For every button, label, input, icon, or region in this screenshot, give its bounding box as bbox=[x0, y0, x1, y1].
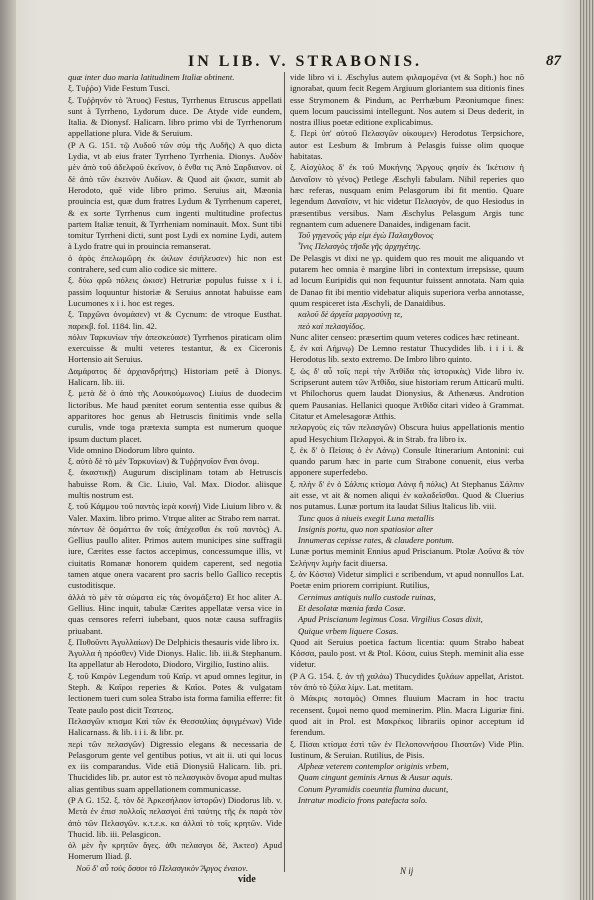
paragraph: ὀλ μὲν ἦν κρητῶν ἄγες. ἀθι πελασγοι δὲ, Ἀκτεσ) Apud Homerum Iliad. β. bbox=[68, 840, 282, 862]
paragraph: ξ. ἀν Κόστα) Videtur simplici ε scribendum, vt apud nonnullos Lat. Poetæ enim priorem corripiunt. Rutilius, bbox=[290, 569, 524, 591]
paragraph: ξ. Τυῤῥο) Vide Festum Tusci. bbox=[68, 83, 170, 94]
paragraph: ξ. ἐκ δ' ὁ Πείσας ὁ ἐν Λάνῳ) Consule Itinerarium Antonini: cui quando parum hæc in parte cum Strabone conuenit, eius verba apponere superfedebo. bbox=[290, 444, 524, 478]
paragraph: Τοῦ γηγενοῦς γάρ εἰμι ἐγὼ Παλαιχθονος bbox=[298, 230, 434, 241]
paragraph: quæ inter duo maria latitudinem Italiæ obtinent. bbox=[68, 72, 235, 82]
paragraph: Quam cingunt geminis Arnus & Ausur aquis. bbox=[298, 772, 453, 783]
paragraph: Πελασγῶν κτισμα Καὶ τῶν ἐκ Θεσσαλίας ἀφιγμένων) Vide Halicarnass. & lib. i i i. & libr. pr. bbox=[68, 715, 282, 738]
paragraph: (P A G. 152. ξ. τὸν δὲ Ἀρκεσήλαον ἱστορῶν) Diodorus lib. v. Μετὰ ἐν ἐπισ πολλοῖς πελασγοὶ ἐπὶ ταύτης τῆς ἐκ παρὰ τὸν ἀπὸ τῶν Πελασγῶν. κ.τ.ε.κ. κα ἀλλαὶ τὸ τοῖς κρητῶν. Vide Thucid. lib. iii. Pelasgicon. bbox=[68, 795, 282, 839]
paragraph: ξ. ὡς δ' αὖ τοῖς περὶ τὴν Ἀτθίδα τὰς ἱστορικὰς) Vide libro iv. Scripserunt autem τῶν Ἀτθίδα, siue historiam rerum Atticarū multi. vt Philochorus quem laudat Dionysius, & Athenæus. Androtion quem Pausanias. Hellanici quoque Ἀτθίδα citari video à Grammat. Citatur et Amelesagoræ Atthis. bbox=[290, 365, 524, 421]
paragraph: καλοῦ δὲ ἀργεῖα μαργοσύνῃ τε, bbox=[298, 309, 403, 320]
page-edge bbox=[580, 0, 594, 900]
paragraph: ξ. τοῦ Καιρὸν Legendum τοῦ Καῖρ. vt apud omnes legitur, in Steph. & Καῖροι reperies & Καῖοι. Potes & vulgatam lectionem tueri cum solea Strabo ista forma familia efferre: fit Teate paulo post dicit Τεατεος. bbox=[68, 670, 282, 715]
paragraph: Νοῦ δ' αὖ τοὺς ὅσσοι τὸ Πελασγικὸν Ἄργος ἐναιον. bbox=[76, 862, 249, 873]
paragraph: πόλιν Ταρκυνίων τὴν ἀπεσκεύασε) Tyrrhenos piraticam olim exercuisse & multi veteres testantur, & ex Ciceronis Hortensio ait Seruius. bbox=[68, 331, 282, 365]
paragraph: (P A G. 151. τῷ Λυδοῦ τῶν σύμ τῆς Λυδῆς) A quo dicta Lydia, vt ab eius frater Tyrrheno Tyrrhenia. Dionys. Λυδὸν μὲν ἀπὸ τοῦ ἀδελφοῦ ἐκεῖνον, ὁ ἔνθα τις Ἀπὸ Σαρδιανον. οἱ δὲ ἀπὸ τῶν ἐκεινὸν Λυδίων. & Quod ait ᾤκισε, sumit ab Herodoto, quē vide libro primo. Seruius ait, Mæonia prouincia est, quæ dum fratres Lydum & Tyrrhenum caperet, & ex sorte Tyrrhenus cum ingenti multitudine profectus partem Italiæ tenuit, & Tyrrheniam nominauit. Mox. Sunt tibi tomitur Tyrrheni dicti, sunt post Lydi ex nomine Lydi, autem à Lydo fratre qui in prouincia remanserat. bbox=[68, 139, 282, 252]
paragraph: Δαμάρατος δὲ ἀρχιανδρήτης) Historiam petē à Dionys. Halicarn. lib. iii. bbox=[68, 365, 282, 388]
paragraph: πελαργοὺς εἰς τῶν πελασγῶν) Obscura huius appellationis mentio apud Hesychium Πελαργοὶ. & in Strab. fra libro ix. bbox=[290, 422, 524, 444]
paragraph: ἀλλὰ τὸ μὲν τὰ σώματα εἰς τὰς ὀνομάξετα) Et hoc aliter A. Gellius. Hinc inquit, tabulæ Cærites appellatæ versa vice in quas censores referri iubebant, quos notæ causa suffragiis priuabant. bbox=[68, 591, 282, 636]
catchword: vide bbox=[238, 874, 256, 885]
paragraph: Innumeras cepisse rates, & claudere pontum. bbox=[298, 535, 455, 546]
paragraph: vide libro vi i. Æschylus autem φιλαμομένα (vt & Soph.) hoc nō ignorabat, quum fecit Regem Argiuum gloriantem sua ditionis fines esse Strymonem & Pindum, ac Perrhæbum Pæoniumque fines: quem locum paucissimi intellegunt. Nos autem si Deus dederit, in nostra illius poetæ editione explicabimus. bbox=[290, 72, 524, 128]
paragraph: Tunc quos à niueis exegit Luna metallis bbox=[298, 512, 435, 523]
paragraph: ξ. Αἰσχύλος δ' ἐκ τοῦ Μυκήνης Ἄργους φησίν ἐκ Ἰκέτισιν ἡ Δαναΐσιν τὸ γένος) Petlege Æschyli fabulam. Nihil reperies quo hæc referas, nusquam enim Pelasgorum ibi fit mentio. Quare legendum Δαναΐσιν, vt hic videtur Πελασγὸν, de quo Hesiodus in præsentibus versibus. Nam Æschylus Pelasgum Argis tunc regnantem cum aduenere Danaides, indigenam facit. bbox=[290, 162, 524, 229]
paragraph: Insignis portu, quo non spatiosior alter bbox=[298, 523, 434, 534]
paragraph: Ἶνις Πελασγὸς τῆσδε γῆς ἀρχηγέτης. bbox=[298, 241, 421, 252]
paragraph: ξ. Πυθοῦντι Ἀγυλλαίων) De Delphicis thesauris vide libro ix. bbox=[68, 636, 280, 647]
paragraph: ξ. τοῦ Κάμμου τοῦ παντὸς ἱερὰ κοινή) Vide Liuium libro v. & Valer. Maxim. libro primo. Vtrque aliter ac Strabo rem narrat. bbox=[68, 501, 282, 523]
paragraph: ξ. πλὴν δ' ἐν ὁ Σάλπις κτίσμα Λάνᾳ ἢ πόλις) At Stephanus Σάλπιν ait esse, vt ait & nomen aliqui ἐν καλαδεῖσθαι. Quod & Cluerius nos putamus. Lunæ portum ita laudat Silius Italicus lib. viii. bbox=[290, 478, 524, 512]
column-rule bbox=[284, 72, 285, 872]
paragraph: ξ. ἀκαστικῇ) Augurum disciplinam totam ab Hetruscis habuisse Rom. & Cic. Liuio, Val. Max. Diodor. aliisque multis nostrum est. bbox=[68, 467, 282, 500]
paragraph: ξ. Πίσαι κτίσμα ἐστὶ τῶν ἐν Πελοποννήσου Πισατῶν) Vide Plin. Iustinum, & Seruian. Rutilius, de Pisis. bbox=[290, 738, 524, 760]
paragraph: Alpheæ veterem contemplor originis vrbem, bbox=[298, 761, 449, 772]
paragraph: πεὸ καὶ πελασγίδος. bbox=[298, 320, 366, 331]
paragraph: Et desolatæ mœnia fœda Cosæ. bbox=[298, 602, 406, 613]
left-column bbox=[68, 72, 282, 878]
paragraph: ξ. ἐν καὶ Λήμνῳ) De Lemno restatur Thucydides lib. i i i i. & Herodotus lib. sexto extremo. De Imbro libro quinto. bbox=[290, 343, 524, 365]
paragraph: Cernimus antiquis nullo custode ruinas, bbox=[298, 591, 436, 602]
paragraph: ξ. δύω φρῶ πόλεις ὠκισε) Hetruriæ populus fuisse x i i. passim loquuntur historiæ & Seruius annotat habuisse eam Lucumones x i i. hoc est reges. bbox=[68, 275, 282, 308]
paragraph: De Pelasgis vt dixi ne γρ. quidem quo res mouit me aliquando vt putarem hec omnia è margine libri in contextum irrepsisse, quum ad locum Euripidis qui non fequuntur fuissent annotata. Nam quia de Danao fit ibi mentio videbatur aliquis superiora verba annotasse, quum respiceret ista Æschyli, de Danaidibus. bbox=[290, 252, 524, 308]
paragraph: ὁ Μάκρις ποταμὸς) Omnes fluuium Macram in hoc tractu recensent. ξυμοὶ nemo quod meminerim. Plin. Macra Liguriæ fini. quod ait in Prol. est Μακρέκος librariis opinor acceptum id ferendum. bbox=[290, 693, 524, 738]
paragraph: ξ. Περὶ ὑπ' αὐτοῦ Πελασγῶν οἰκουμεν) Herodotus Terpsichore, autor est Lesbum & Imbrum à Pelasgis fuisse olim quoque habitatas. bbox=[290, 128, 524, 162]
paragraph: (P A G. 154. ξ. ἀν τῇ χαλάω) Thucydides ξυλάων appellat, Aristot. τὸν ἀπὸ τὸ ξύλα λίμν. Lat. metitam. bbox=[290, 670, 524, 693]
paragraph: περὶ τῶν πελασγῶν) Digressio elegans & necessaria de Pelasgorum gente vel gentibus potius, vt ait ii. uti qui locus ex iis comparandus. Vide etiā Dionysiū Halicarn. lib. pri. Thucidides lib. pr. autor est τὸ πελασγικὸν ὄνομα apud multas alias gentibus suam appellationem communicasse. bbox=[68, 738, 282, 794]
paragraph: ξ. αὐτὸ δὲ τὸ μὲν Ταρκυνίων) & Τυῤῥηνοῖον ἔναι ὀνομ. bbox=[68, 456, 260, 467]
paragraph: Nunc aliter censeo: præsertim quum veteres codices hæc retineant. bbox=[290, 331, 520, 342]
paragraph: Vide omnino Diodorum libro quinto. bbox=[68, 444, 195, 455]
running-title: IN LIB. V. STRABONIS. bbox=[187, 53, 423, 70]
paragraph: ὁ ἀρὸς ἐπελωμῶρη ἐκ ὠιλων ἐσιήλευσεν) hic non est contrahere, sed cum alio codice sic mittere. bbox=[68, 252, 282, 275]
paragraph: Quique vrbem liquere Cosas. bbox=[298, 625, 399, 636]
signature-mark: N ij bbox=[400, 866, 414, 876]
paragraph: Quod ait Seruius poetica factum licentia: quum Strabo habeat Κόσσα, paulo post. vt & Ptol. Κόσα, cuius Steph. meminit alia esse videtur. bbox=[290, 636, 524, 670]
paragraph: Lunæ portus meminit Ennius apud Priscianum. Ptolæ Λοῦνα & τὸν Σελήνην λιμὴν facit diuersa. bbox=[290, 546, 524, 568]
paragraph: Ἀγυλλα ἡ πρόσθεν) Vide Dionys. Halic. lib. iii.& Stephanum. Ita appellatur ab Herodoto, Diodoro, Virgilio, Iustino aliis. bbox=[68, 648, 282, 670]
paragraph: Conum Pyramidis coeuntia flumina ducunt, bbox=[298, 783, 449, 794]
paragraph: πάντων δὲ ὀσμάττω ἂν τοῖς ἀπέχεσθαι ἐκ τοῦ παντὸς) A. Gellius paullo aliter. Primos autem municipes sine suffragii iure, Cærites esse factos accepimus, concessumque illis, vt ciuitatis Romanæ honorem quidem caperent, sed negotia tamen atque onera vacarent pro sacris bello Gallico receptis custoditisque. bbox=[68, 523, 282, 591]
paragraph: ξ. μετὰ δὲ ὁ ἀπὸ τῆς Λουκούμωνος) Liuius de duodecim lictoribus. Me haud pænitet eorum sententia esse quibus & apparitores hoc genus ab Hetruscis finitimis vnde sella curulis, vnde toga prætexta sumpta est numerum quoque ipsum ductum placet. bbox=[68, 388, 282, 444]
right-column bbox=[290, 72, 524, 878]
binding-gutter bbox=[0, 0, 16, 900]
paragraph: Apud Priscianum legimus Cosa. Virgilius Cosas dixit, bbox=[298, 614, 483, 625]
paragraph: ξ. Ταρχῶνα ὀνομάσεν) vt & Cycnum: de vtroque Eusthat. παρεκβ. fol. 1184. lin. 42. bbox=[68, 309, 282, 331]
paragraph: Intratur modicio frons patefacta solo. bbox=[298, 795, 428, 805]
page-number: 87 bbox=[546, 53, 561, 69]
paragraph: ξ. Τυῤῥηνὸν τὸ Ἄτυος) Festus, Tyrrhenus Etruscus appellati sunt à Tyrrheno, Lydorum duce. De Atyde vide eundem, Italia. & Dionysf. Halicarn. libro primo vbi de Tyrrhenorum appellatione plura. Vide & Seruium. bbox=[68, 94, 282, 139]
